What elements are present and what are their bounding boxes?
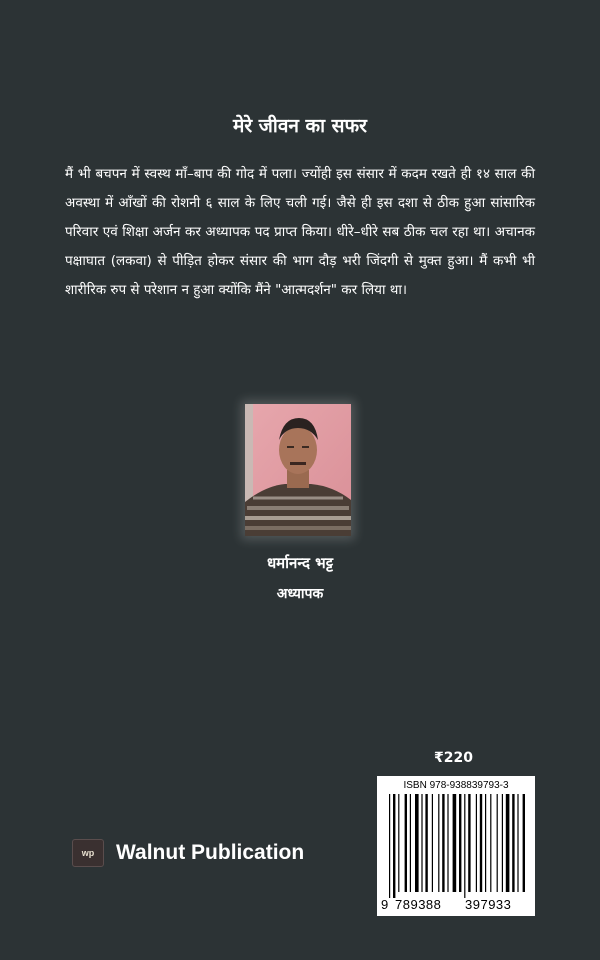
barcode-digits-group-2: 397933 <box>465 897 512 912</box>
barcode-bar <box>459 794 461 892</box>
barcode-bar <box>398 794 399 892</box>
barcode-bar <box>476 794 477 892</box>
barcode-bar <box>490 794 491 892</box>
book-title: मेरे जीवन का सफर <box>233 115 367 137</box>
barcode-bar <box>442 794 444 892</box>
barcode-bar <box>405 794 407 892</box>
barcode-digit-first: 9 <box>381 897 389 912</box>
barcode-bar <box>497 794 498 892</box>
barcode-bar <box>523 794 525 892</box>
barcode-bar <box>389 794 390 898</box>
barcode-digits-group-1: 789388 <box>395 897 442 912</box>
barcode-bar <box>438 794 439 892</box>
isbn-barcode <box>377 776 535 916</box>
barcode-bar <box>480 794 482 892</box>
author-role: अध्यापक <box>276 586 324 602</box>
author-photo <box>245 404 351 536</box>
barcode-bar <box>393 794 395 898</box>
publisher-name: Walnut Publication <box>116 841 305 864</box>
barcode-bar <box>468 794 470 892</box>
barcode-bar <box>506 794 510 892</box>
price-label: ₹220 <box>434 750 473 766</box>
publisher-logo-icon: wp <box>72 839 104 867</box>
barcode-bar <box>447 794 448 892</box>
barcode-bar <box>425 794 427 892</box>
barcode-bar <box>464 794 465 898</box>
barcode-bar <box>421 794 422 892</box>
barcode-bars <box>383 794 529 898</box>
barcode-bar <box>410 794 411 892</box>
back-cover-blurb: मैं भी बचपन में स्वस्थ माँ–बाप की गोद में पला। ज्योंही इस संसार में कदम रखते ही १४ साल की अवस्था में आँखों की रोशनी ६ साल के लिए चली गई। जैसे ही इस दशा से ठीक हुआ सांसारिक परिवार एवं शिक्षा अर्जन कर अध्यापक पद प्राप्त किया। धीरे–धीरे सब ठीक चल रहा था। अचानक पक्षाघात (लकवा) से पीड़ित होकर संसार की भाग दौड़ भरी जिंदगी से मुक्त हुआ। मैं कभी भी शारीरिक रुप से परेशान न हुआ क्योंकि मैंने "आत्मदर्शन" कर लिया था। <box>65 166 535 298</box>
publisher-brand <box>72 838 304 868</box>
barcode-bar <box>502 794 503 892</box>
author-name: धर्मानन्द भट्ट <box>266 554 334 572</box>
barcode-bar <box>432 794 433 892</box>
barcode-bar <box>415 794 419 892</box>
barcode-bar <box>512 794 514 892</box>
isbn-label: ISBN 978-938839793-3 <box>403 780 509 791</box>
barcode-bar <box>485 794 486 892</box>
barcode-bar <box>453 794 457 892</box>
barcode-bar <box>517 794 518 892</box>
